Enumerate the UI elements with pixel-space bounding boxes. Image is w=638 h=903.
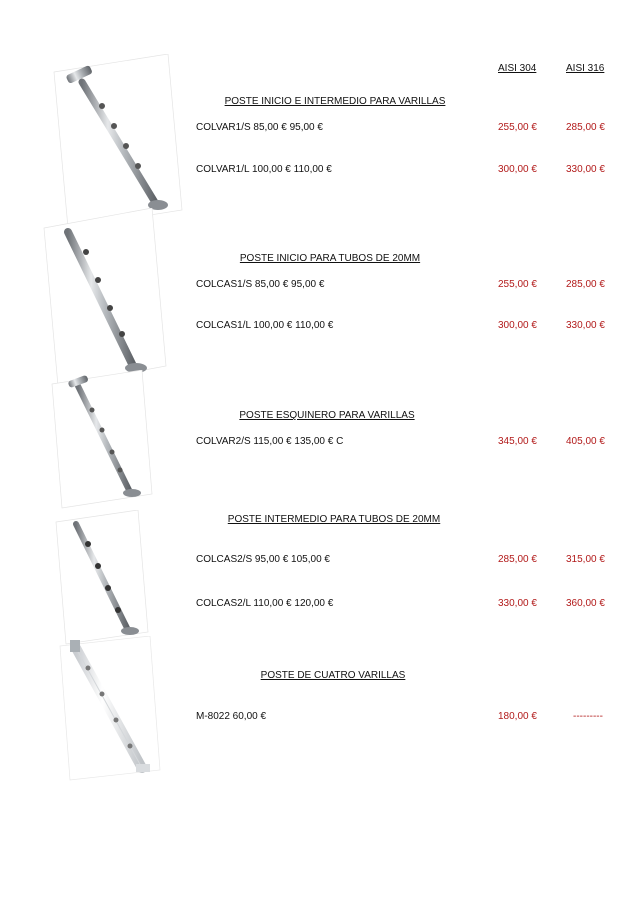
price-aisi304: 330,00 € — [498, 598, 537, 609]
price-aisi316: --------- — [573, 711, 603, 722]
column-header-aisi316: AISI 316 — [566, 63, 605, 74]
price-aisi316: 330,00 € — [566, 164, 605, 175]
product-code: COLCAS2/L 110,00 € 120,00 € — [196, 598, 334, 609]
section-title: POSTE INICIO PARA TUBOS DE 20MM — [239, 253, 421, 264]
price-aisi316: 285,00 € — [566, 279, 605, 290]
price-aisi316: 315,00 € — [566, 554, 605, 565]
section-title: POSTE ESQUINERO PARA VARILLAS — [239, 410, 415, 421]
price-aisi316: 285,00 € — [566, 122, 605, 133]
product-code: M-8022 60,00 € — [196, 711, 267, 722]
railing-post-photo — [52, 54, 184, 228]
railing-post-photo — [50, 370, 154, 510]
railing-post-photo — [42, 208, 168, 386]
product-code: COLVAR1/S 85,00 € 95,00 € — [196, 122, 323, 133]
product-code: COLVAR2/S 115,00 € 135,00 € C — [196, 436, 344, 447]
section-title: POSTE INTERMEDIO PARA TUBOS DE 20MM — [227, 514, 441, 525]
product-code: COLCAS1/L 100,00 € 110,00 € — [196, 320, 334, 331]
railing-post-photo — [54, 510, 150, 646]
price-aisi304: 345,00 € — [498, 436, 537, 447]
product-code: COLVAR1/L 100,00 € 110,00 € — [196, 164, 332, 175]
price-aisi304: 255,00 € — [498, 122, 537, 133]
section-title: POSTE DE CUATRO VARILLAS — [260, 670, 406, 681]
product-code: COLCAS1/S 85,00 € 95,00 € — [196, 279, 325, 290]
price-aisi316: 405,00 € — [566, 436, 605, 447]
price-aisi304: 300,00 € — [498, 320, 537, 331]
price-aisi304: 285,00 € — [498, 554, 537, 565]
price-aisi304: 255,00 € — [498, 279, 537, 290]
railing-post-photo — [58, 636, 162, 782]
column-header-aisi304: AISI 304 — [498, 63, 537, 74]
product-code: COLCAS2/S 95,00 € 105,00 € — [196, 554, 330, 565]
price-aisi316: 330,00 € — [566, 320, 605, 331]
price-aisi304: 300,00 € — [498, 164, 537, 175]
price-aisi316: 360,00 € — [566, 598, 605, 609]
section-title: POSTE INICIO E INTERMEDIO PARA VARILLAS — [224, 96, 446, 107]
price-aisi304: 180,00 € — [498, 711, 537, 722]
